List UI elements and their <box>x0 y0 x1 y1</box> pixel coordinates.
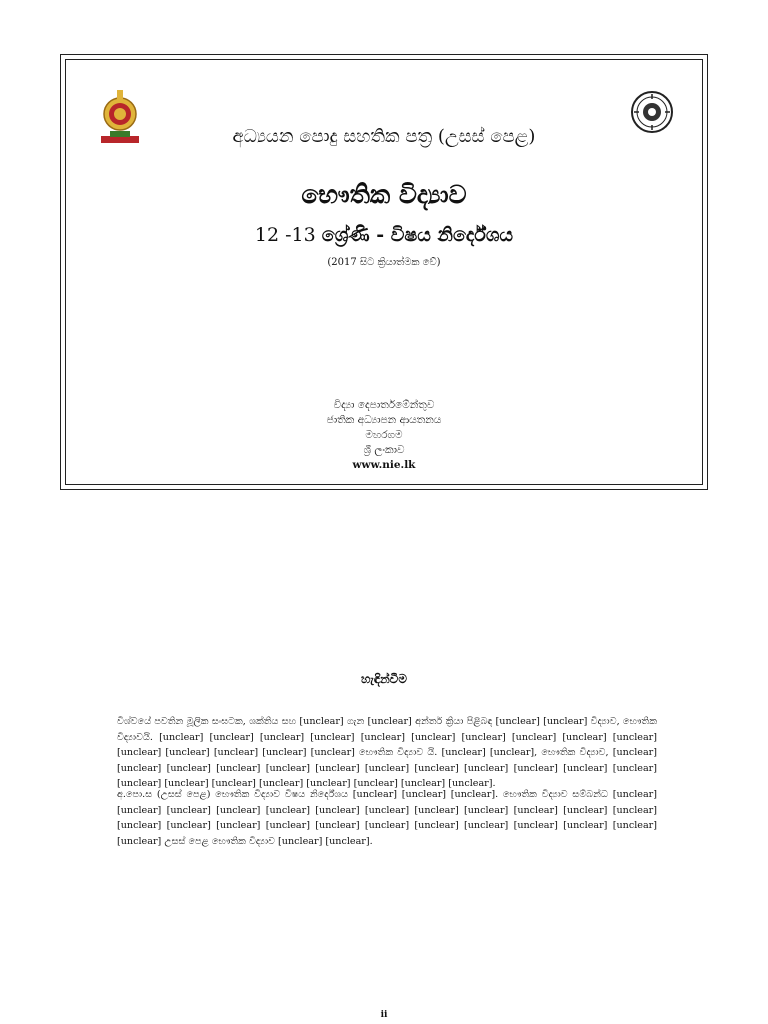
effective-note: (2017 සිට ක්‍රියාත්මක වේ) <box>327 257 441 268</box>
grade-line <box>66 224 702 246</box>
address-line: ජාතික අධ්‍යාපන ආයතනය <box>326 414 442 426</box>
intro-paragraph-2: අ.පො.ස (උසස් පෙළ) භෞතික විද්‍යාව විෂය නිර්දේශය [unclear] [unclear] [unclear]. භෞතික විද්‍යාව සම්බන්ධ [unclear] [unclear] [unclear] [unclear] [unclear] [unclear] [unclear] [unclear] [unclear] [unclear] [unclear] [unclear] [unclear] [unclear] [unclear] [unclear] [unclear] [unclear] [unclear] [unclear] [unclear] [unclear] [unclear] [unclear] උසස් පෙළ භෞතික විද්‍යාව [unclear] [unclear]. <box>117 789 657 847</box>
grade-suffix: ශ්‍රේණි - විෂය නිර්දේශය <box>321 224 514 246</box>
publisher-address <box>66 398 702 473</box>
page-number: ii <box>380 1010 388 1020</box>
website-link[interactable]: www.nie.lk <box>352 459 416 471</box>
address-line: විද්‍යා දෙපාර්තමේන්තුව <box>333 399 435 411</box>
intro-heading: හැඳින්වීම <box>361 672 407 686</box>
subject-title: භෞතික විද්‍යාව <box>301 180 467 209</box>
address-line: ශ්‍රී ලංකාව <box>363 444 405 456</box>
address-line: මහරගම <box>365 429 403 441</box>
grade-range: 12 -13 <box>254 224 316 246</box>
cover-frame <box>60 54 708 490</box>
certificate-title: අධ්‍යයන පොදු සහතික පත්‍ර (උසස් පෙළ) <box>232 126 536 147</box>
cover-inner-border <box>65 59 703 485</box>
intro-paragraph-1: විශ්වයේ පවතින මූලික සංඝටක, ශක්තිය සහ [unclear] ගැන [unclear] අන්තර් ක්‍රියා පිළිබඳ [unclear] [unclear] විද්‍යාව, භෞතික විද්‍යාවයි. [unclear] [unclear] [unclear] [unclear] [unclear] [unclear] [unclear] [unclear] [unclear] [unclear] [unclear] [unclear] [unclear] [unclear] [unclear] භෞතික විද්‍යාව යි. [unclear] [unclear], භෞතික විද්‍යාව, [unclear] [unclear] [unclear] [unclear] [unclear] [unclear] [unclear] [unclear] [unclear] [unclear] [unclear] [unclear] [unclear] [unclear] [unclear] [unclear] [unclear] [unclear] [unclear] [unclear]. <box>117 716 657 789</box>
